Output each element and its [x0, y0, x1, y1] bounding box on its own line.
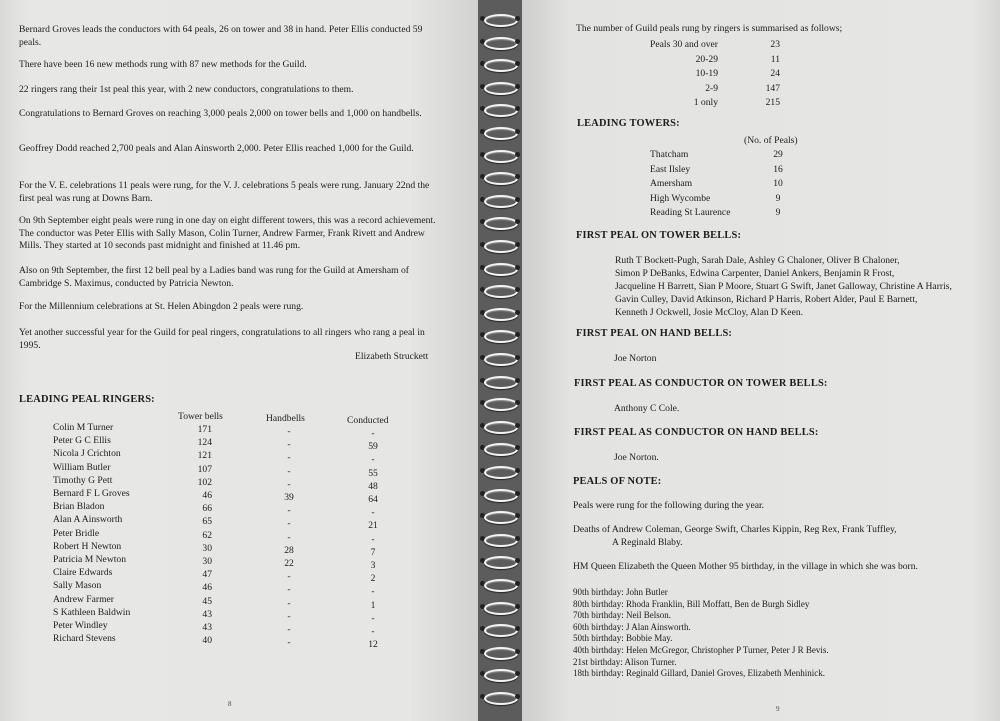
- spiral-coil: [480, 57, 520, 71]
- coil-ring: [484, 489, 518, 502]
- ringer-handbells: 28: [284, 544, 294, 556]
- summary-label: 2-9: [705, 82, 718, 94]
- ringer-handbells: -: [287, 505, 291, 517]
- cond-tower-name: Anthony C Cole.: [614, 403, 680, 414]
- deaths-line-1: Deaths of Andrew Coleman, George Swift, Charles Kippin, Reg Rex, Frank Tuffley,: [573, 524, 897, 535]
- punch-hole: [515, 129, 520, 134]
- first-hand-name: Joe Norton: [614, 353, 657, 364]
- towers-heading: LEADING TOWERS:: [577, 118, 680, 129]
- ringer-handbells: -: [287, 518, 291, 530]
- ringer-tower-bells: 43: [202, 622, 212, 633]
- tower-name: Reading St Laurence: [650, 207, 731, 219]
- birthday-line: 40th birthday: Helen McGregor, Christopher P Turner, Peter J R Bevis.: [573, 645, 829, 655]
- spiral-coil: [480, 577, 520, 591]
- punch-hole: [515, 242, 520, 247]
- spiral-coil: [480, 102, 520, 116]
- spiral-coil: [480, 645, 520, 659]
- coil-ring: [484, 104, 518, 117]
- ringer-name: Bernard F L Groves: [53, 488, 130, 499]
- spiral-coil: [480, 419, 520, 433]
- paragraph: For the Millennium celebrations at St. Helen Abingdon 2 peals were rung.: [19, 301, 304, 312]
- coil-ring: [484, 466, 518, 479]
- ringer-conducted: 55: [368, 467, 378, 479]
- paragraph: For the V. E. celebrations 11 peals were rung, for the V. J. celebrations 5 peals were rung. January 22nd the first peal was rung at Downs Barn.: [19, 180, 430, 204]
- spiral-coil: [480, 306, 520, 320]
- spiral-coil: [480, 12, 520, 26]
- punch-hole: [515, 84, 520, 89]
- punch-hole: [515, 400, 520, 405]
- coil-ring: [484, 421, 518, 434]
- punch-hole: [515, 468, 520, 473]
- spiral-coil: [480, 261, 520, 275]
- ringer-tower-bells: 65: [202, 516, 212, 528]
- ringer-conducted: 7: [370, 546, 376, 558]
- coil-ring: [484, 195, 518, 208]
- ringer-tower-bells: 124: [197, 437, 212, 449]
- ringer-tower-bells: 47: [202, 569, 212, 581]
- birthday-line: 18th birthday: Reginald Gillard, Daniel Groves, Elizabeth Menhinick.: [573, 668, 825, 679]
- right-page: [522, 0, 1000, 721]
- ringer-tower-bells: 107: [197, 463, 212, 475]
- paragraph: Congratulations to Bernard Groves on reaching 3,000 peals 2,000 on tower bells and 1,000 on handbells.: [19, 108, 422, 119]
- coil-ring: [484, 443, 518, 456]
- coil-ring: [484, 511, 518, 524]
- ringer-conducted: -: [371, 507, 375, 519]
- coil-ring: [484, 308, 518, 321]
- page-number: 8: [228, 700, 232, 708]
- tower-peals: 9: [775, 192, 781, 204]
- punch-hole: [515, 536, 520, 541]
- ringer-tower-bells: 171: [197, 424, 212, 435]
- ringer-name: Nicola J Crichton: [53, 448, 121, 460]
- summary-value: 24: [770, 68, 780, 80]
- ringer-name: Richard Stevens: [53, 633, 116, 645]
- coil-ring: [484, 669, 518, 682]
- ringer-name: William Butler: [53, 461, 111, 473]
- punch-hole: [515, 581, 520, 586]
- ringer-tower-bells: 62: [202, 529, 212, 541]
- coil-ring: [484, 37, 518, 50]
- ringer-name: Sally Mason: [53, 580, 102, 592]
- summary-value: 215: [765, 97, 780, 109]
- punch-hole: [515, 513, 520, 518]
- spiral-coil: [480, 125, 520, 139]
- spiral-coil: [480, 238, 520, 252]
- ringer-conducted: -: [371, 586, 375, 598]
- coil-ring: [484, 59, 518, 72]
- spiral-coil: [480, 35, 520, 49]
- ringer-conducted: -: [371, 612, 375, 624]
- ringer-conducted: -: [371, 626, 375, 637]
- paragraph: Also on 9th September, the first 12 bell peal by a Ladies band was rung for the Guild at Amersham of Cambridge S. Maximus, conducted by Patricia Newton.: [19, 265, 409, 289]
- punch-hole: [515, 219, 520, 224]
- summary-value: 11: [770, 53, 780, 65]
- col-handbells: Handbells: [266, 413, 305, 424]
- spiral-coil: [480, 80, 520, 94]
- tower-name: East Ilsley: [650, 163, 691, 175]
- punch-hole: [515, 174, 520, 179]
- coil-ring: [484, 376, 518, 389]
- ringer-tower-bells: 102: [197, 476, 212, 488]
- ringer-handbells: -: [287, 439, 291, 451]
- ringer-name: S Kathleen Baldwin: [53, 606, 131, 618]
- spiral-coil: [480, 441, 520, 455]
- punch-hole: [515, 378, 520, 383]
- tower-peals: 9: [775, 207, 781, 219]
- queen-mother: HM Queen Elizabeth the Queen Mother 95 birthday, in the village in which she was born.: [573, 561, 918, 572]
- ringer-conducted: 59: [368, 441, 378, 453]
- spiral-coil: [480, 351, 520, 365]
- coil-ring: [484, 579, 518, 592]
- col-tower-bells: Tower bells: [178, 411, 223, 422]
- first-tower-line: Jacqueline H Barrett, Sian P Moore, Stuart G Swift, Janet Galloway, Christine A Harris,: [615, 281, 952, 292]
- coil-ring: [484, 534, 518, 547]
- birthday-line: 90th birthday: John Butler: [573, 587, 668, 597]
- summary-label: 20-29: [695, 53, 718, 65]
- spiral-coil: [480, 283, 520, 297]
- ringer-conducted: 12: [368, 639, 378, 651]
- ringer-handbells: -: [287, 531, 291, 543]
- punch-hole: [515, 671, 520, 676]
- ringer-handbells: -: [287, 597, 291, 609]
- paragraph: Geoffrey Dodd reached 2,700 peals and Alan Ainsworth 2,000. Peter Ellis reached 1,000 for the Guild.: [19, 143, 414, 154]
- spiral-coil: [480, 374, 520, 388]
- ringer-name: Patricia M Newton: [53, 554, 127, 565]
- first-hand-heading: FIRST PEAL ON HAND BELLS:: [576, 328, 733, 339]
- punch-hole: [515, 61, 520, 66]
- punch-hole: [515, 287, 520, 292]
- coil-ring: [484, 240, 518, 253]
- ringer-name: Robert H Newton: [53, 540, 122, 552]
- ringer-conducted: 1: [370, 599, 376, 611]
- coil-ring: [484, 602, 518, 615]
- ringer-handbells: 22: [284, 558, 294, 569]
- first-tower-line: Ruth T Bockett-Pugh, Sarah Dale, Ashley G Chaloner, Oliver B Chaloner,: [615, 255, 900, 266]
- ringer-conducted: 48: [368, 480, 378, 492]
- spiral-coil: [480, 554, 520, 568]
- ringer-conducted: -: [371, 428, 375, 439]
- ringer-tower-bells: 30: [202, 542, 212, 554]
- ringer-name: Timothy G Pett: [53, 474, 113, 486]
- col-conducted: Conducted: [347, 415, 389, 426]
- punch-hole: [515, 39, 520, 44]
- ringer-handbells: -: [287, 624, 291, 635]
- cond-hand-heading: FIRST PEAL AS CONDUCTOR ON HAND BELLS:: [574, 427, 819, 438]
- ringer-name: Peter Windley: [53, 620, 108, 631]
- spiral-coil: [480, 148, 520, 162]
- summary-label: 10-19: [695, 68, 718, 80]
- ringer-conducted: 21: [368, 520, 378, 532]
- ringer-handbells: -: [287, 426, 291, 437]
- first-tower-heading: FIRST PEAL ON TOWER BELLS:: [576, 230, 742, 241]
- spiral-coil: [480, 509, 520, 523]
- coil-ring: [484, 150, 518, 163]
- ringer-tower-bells: 46: [202, 490, 212, 501]
- ringer-tower-bells: 66: [202, 503, 212, 515]
- ringer-handbells: -: [287, 610, 291, 622]
- ringer-tower-bells: 46: [202, 582, 212, 594]
- ringer-name: Claire Edwards: [53, 567, 113, 579]
- spiral-coil: [480, 193, 520, 207]
- ringer-name: Peter Bridle: [53, 527, 100, 539]
- cond-tower-heading: FIRST PEAL AS CONDUCTOR ON TOWER BELLS:: [574, 378, 828, 389]
- spiral-coil: [480, 690, 520, 704]
- birthday-line: 50th birthday: Bobbie May.: [573, 633, 673, 644]
- ringer-handbells: 39: [284, 492, 294, 503]
- spiral-coil: [480, 667, 520, 681]
- ringers-heading: LEADING PEAL RINGERS:: [19, 394, 155, 405]
- summary-value: 147: [765, 82, 780, 94]
- punch-hole: [515, 558, 520, 563]
- paragraph: Bernard Groves leads the conductors with 64 peals, 26 on tower and 38 in hand. Peter Ellis conducted 59 peals.: [19, 24, 423, 48]
- punch-hole: [515, 332, 520, 337]
- ringer-handbells: -: [287, 584, 291, 596]
- summary-intro: The number of Guild peals rung by ringers is summarised as follows;: [576, 23, 843, 34]
- note-heading: PEALS OF NOTE:: [573, 476, 662, 487]
- ringer-conducted: 2: [370, 573, 376, 585]
- ringer-handbells: -: [287, 478, 291, 490]
- ringer-handbells: -: [287, 452, 291, 464]
- punch-hole: [515, 423, 520, 428]
- ringer-conducted: 64: [368, 494, 378, 505]
- cond-hand-name: Joe Norton.: [614, 452, 659, 463]
- spiral-coil: [480, 532, 520, 546]
- birthday-line: 21st birthday: Alison Turner.: [573, 656, 677, 667]
- punch-hole: [515, 106, 520, 111]
- punch-hole: [515, 16, 520, 21]
- paragraph: Yet another successful year for the Guild for peal ringers, congratulations to all ringers who rang a peal in 1995.: [19, 327, 425, 351]
- paragraph: There have been 16 new methods rung with 87 new methods for the Guild.: [19, 59, 307, 70]
- ringer-tower-bells: 43: [202, 608, 212, 620]
- ringer-tower-bells: 121: [197, 450, 212, 462]
- page-number: 9: [776, 705, 780, 713]
- summary-label: 1 only: [693, 97, 718, 109]
- ringer-handbells: -: [287, 637, 291, 649]
- punch-hole: [515, 491, 520, 496]
- punch-hole: [515, 355, 520, 360]
- punch-hole: [515, 197, 520, 202]
- ringer-conducted: 3: [370, 560, 376, 571]
- spiral-coil: [480, 600, 520, 614]
- left-page: [0, 0, 478, 721]
- ringer-handbells: -: [287, 571, 291, 583]
- coil-ring: [484, 14, 518, 27]
- tower-name: High Wycombe: [650, 192, 711, 204]
- ringer-name: Andrew Farmer: [53, 593, 115, 605]
- tower-peals: 29: [773, 149, 783, 160]
- coil-ring: [484, 127, 518, 140]
- punch-hole: [515, 265, 520, 270]
- birthday-line: 80th birthday: Rhoda Franklin, Bill Moffatt, Ben de Burgh Sidley: [573, 598, 810, 609]
- ringer-tower-bells: 45: [202, 595, 212, 607]
- punch-hole: [515, 626, 520, 631]
- first-tower-line: Kenneth J Ockwell, Josie McCloy, Alan D Keen.: [615, 307, 804, 318]
- punch-hole: [515, 694, 520, 699]
- coil-ring: [484, 263, 518, 276]
- coil-ring: [484, 398, 518, 411]
- punch-hole: [515, 310, 520, 315]
- towers-col-header: (No. of Peals): [744, 135, 798, 146]
- ringer-name: Colin M Turner: [53, 422, 114, 433]
- coil-ring: [484, 172, 518, 185]
- coil-ring: [484, 692, 518, 705]
- spiral-coil: [480, 170, 520, 184]
- coil-ring: [484, 647, 518, 660]
- summary-label: Peals 30 and over: [650, 39, 718, 50]
- coil-ring: [484, 82, 518, 95]
- coil-ring: [484, 330, 518, 343]
- spiral-coil: [480, 464, 520, 478]
- spiral-coil: [480, 487, 520, 501]
- signature: Elizabeth Struckett: [355, 351, 429, 362]
- ringer-name: Peter G C Ellis: [53, 435, 111, 447]
- coil-ring: [484, 353, 518, 366]
- paragraph: 22 ringers rang their 1st peal this year, with 2 new conductors, congratulations to them.: [19, 84, 354, 95]
- ringer-tower-bells: 30: [202, 556, 212, 567]
- tower-peals: 16: [773, 163, 783, 175]
- tower-peals: 10: [773, 178, 783, 190]
- ringer-conducted: -: [371, 454, 375, 466]
- punch-hole: [515, 604, 520, 609]
- paragraph: On 9th September eight peals were rung in one day on eight different towers, this was a record achievement. The conductor was Peter Ellis with Sally Mason, Colin Turner, Andrew Farmer, Frank Rivett and Andrew Mills. They started at 10 seconds past midnight and finished at 11.46 pm.: [19, 215, 436, 251]
- coil-ring: [484, 217, 518, 230]
- coil-ring: [484, 624, 518, 637]
- note-intro: Peals were rung for the following during the year.: [573, 500, 765, 511]
- ringer-conducted: -: [371, 533, 375, 545]
- punch-hole: [515, 649, 520, 654]
- punch-hole: [515, 445, 520, 450]
- ringer-name: Brian Bladon: [53, 501, 105, 513]
- first-tower-line: Gavin Culley, David Atkinson, Richard P Harris, Robert Alder, Paul E Barnett,: [615, 294, 918, 305]
- spiral-coil: [480, 328, 520, 342]
- ringer-handbells: -: [287, 465, 291, 477]
- summary-value: 23: [770, 39, 780, 50]
- ringer-tower-bells: 40: [202, 635, 212, 647]
- coil-ring: [484, 556, 518, 569]
- spiral-coil: [480, 622, 520, 636]
- first-tower-line: Simon P DeBanks, Edwina Carpenter, Daniel Ankers, Benjamin R Frost,: [615, 268, 895, 279]
- tower-name: Thatcham: [650, 149, 689, 160]
- spiral-coil: [480, 215, 520, 229]
- spiral-coil: [480, 396, 520, 410]
- punch-hole: [515, 152, 520, 157]
- ringer-name: Alan A Ainsworth: [53, 514, 123, 526]
- coil-ring: [484, 285, 518, 298]
- birthday-line: 60th birthday: J Alan Ainsworth.: [573, 621, 691, 632]
- birthday-line: 70th birthday: Neil Belson.: [573, 610, 671, 621]
- deaths-line-2: A Reginald Blaby.: [612, 537, 683, 548]
- tower-name: Amersham: [650, 178, 693, 190]
